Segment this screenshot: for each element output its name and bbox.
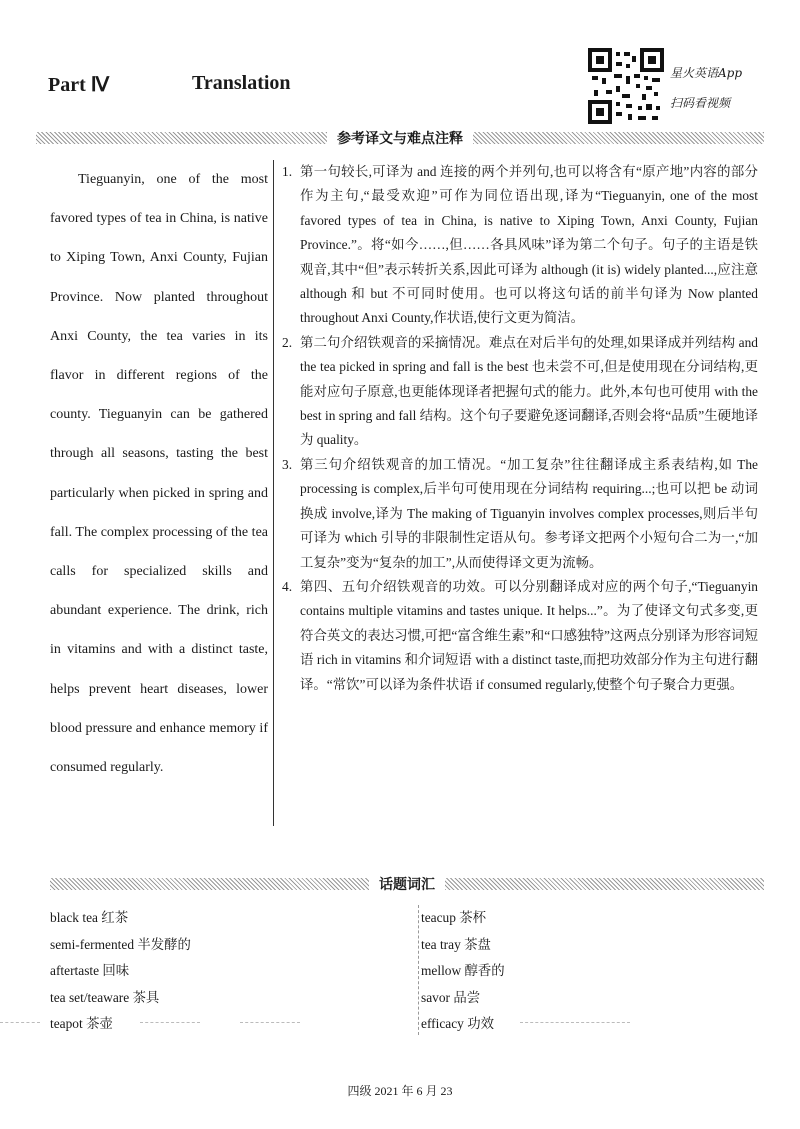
vocab-item: tea set/teaware 茶具	[50, 989, 160, 1005]
scan-video-hint: 扫码看视频	[670, 96, 731, 110]
banner-hatch-left	[50, 878, 369, 890]
reference-translation: Tieguanyin, one of the most favored types of tea in China, is native to Xiping Town, Anxi County, Fujian Province. Now planted throughout Anxi County, the tea varies in its flavor in different regions of the county. Tieguanyin can be gathered through all seasons, tasting the best particularly when picked in spring and fall. The complex processing of the tea calls for specialized skills and abundant experience. The drink, rich in vitamins and with a distinct taste, helps prevent heart diseases, lower blood pressure and enhance memory if consumed regularly.	[50, 172, 268, 776]
page-footer: 四级 2021 年 6 月 23	[347, 1084, 453, 1098]
note-text: 第二句介绍铁观音的采摘情况。难点在对后半句的处理,如果译成并列结构 and the tea picked in spring and fall is the best 也未尝不可,但是使用现在分词结构,更能对应句子原意,也更能体现译者把握句式的能力。此外,本句也可使用 with the best in spring and fall 结构。这个句子要避免逐词翻译,否则会将“品质”生硬地译为 quality。	[300, 334, 758, 448]
note-number: 3.	[282, 456, 293, 472]
note-item	[282, 575, 758, 697]
vocab-item: aftertaste 回味	[50, 963, 130, 979]
scan-artifact-dots	[140, 1022, 200, 1023]
note-item	[282, 453, 758, 575]
note-text: 第四、五句介绍铁观音的功效。可以分别翻译成对应的两个句子,“Tieguanyin contains multiple vitamins and tastes unique. It helps...”。为了使译文句式多变,更符合英文的表达习惯,可把“富含维生素”和“口感独特”这两点分别译为形容词短语 rich in vitamins 和介词短语 with a distinct taste,而把功效部分作为主句进行翻译。“常饮”可以译为条件状语 if consumed regularly,使整个句子聚合力更强。	[300, 578, 758, 692]
note-number: 2.	[282, 334, 293, 350]
banner-hatch-right	[445, 878, 764, 890]
qr-code-icon[interactable]	[588, 48, 664, 124]
note-text: 第一句较长,可译为 and 连接的两个并列句,也可以将含有“原产地”内容的部分作为主句,“最受欢迎”可作为同位语出现,译为“Tieguanyin, one of the most favored types of tea in China, is native to Xiping Town, Anxi County, Fujian Province.”。将“如今……,但……各具风味”译为第二个句子。句子的主语是铁观音,其中“但”表示转折关系,因此可译为 although (it is) widely planted...,应注意 although 和 but 不可同时使用。也可以将这句话的前半句译为 Now planted throughout Anxi County,作状语,使行文更为简洁。	[300, 164, 758, 326]
app-name: 星火英语App	[670, 66, 743, 80]
scan-artifact-dots	[520, 1022, 630, 1023]
vocab-item: black tea 红茶	[50, 910, 129, 925]
vocab-item: mellow 醇香的	[421, 963, 505, 979]
column-divider	[273, 160, 274, 826]
notes-banner-title: 参考译文与难点注释	[337, 131, 463, 147]
vocab-item: tea tray 茶盘	[421, 936, 491, 952]
vocab-item: teapot 茶壶	[50, 1016, 113, 1032]
note-text: 第三句介绍铁观音的加工情况。“加工复杂”往往翻译成主系表结构,如 The processing is complex,后半句可使用现在分词结构 requiring...;也可以把 be 动词换成 involve,译为 The making of Tiguanyin involves complex processes,则后半句可译为 which 引导的非限制性定语从句。参考译文把两个小短句合二为一,“加工复杂”变为“复杂的加工”,从而使得译文更为流畅。	[300, 456, 758, 570]
banner-hatch-right	[473, 132, 764, 144]
part-label: Part Ⅳ	[48, 74, 110, 96]
notes-list	[282, 160, 758, 697]
note-number: 1.	[282, 164, 293, 179]
vocab-item: savor 品尝	[421, 989, 481, 1005]
vocab-item: efficacy 功效	[421, 1016, 494, 1032]
vocab-item: semi-fermented 半发酵的	[50, 936, 191, 952]
scan-artifact-dots	[0, 1022, 40, 1023]
notes-banner	[36, 130, 764, 146]
note-item	[282, 331, 758, 453]
vocab-column-right	[418, 905, 751, 1035]
vocab-column-left	[50, 905, 380, 1038]
section-title: Translation	[192, 72, 291, 94]
note-number: 4.	[282, 578, 293, 594]
scan-artifact-dots	[240, 1022, 300, 1023]
vocab-banner	[50, 876, 764, 892]
note-item	[282, 160, 758, 331]
banner-hatch-left	[36, 132, 327, 144]
vocab-banner-title: 话题词汇	[379, 877, 435, 893]
vocab-item: teacup 茶杯	[421, 910, 487, 925]
